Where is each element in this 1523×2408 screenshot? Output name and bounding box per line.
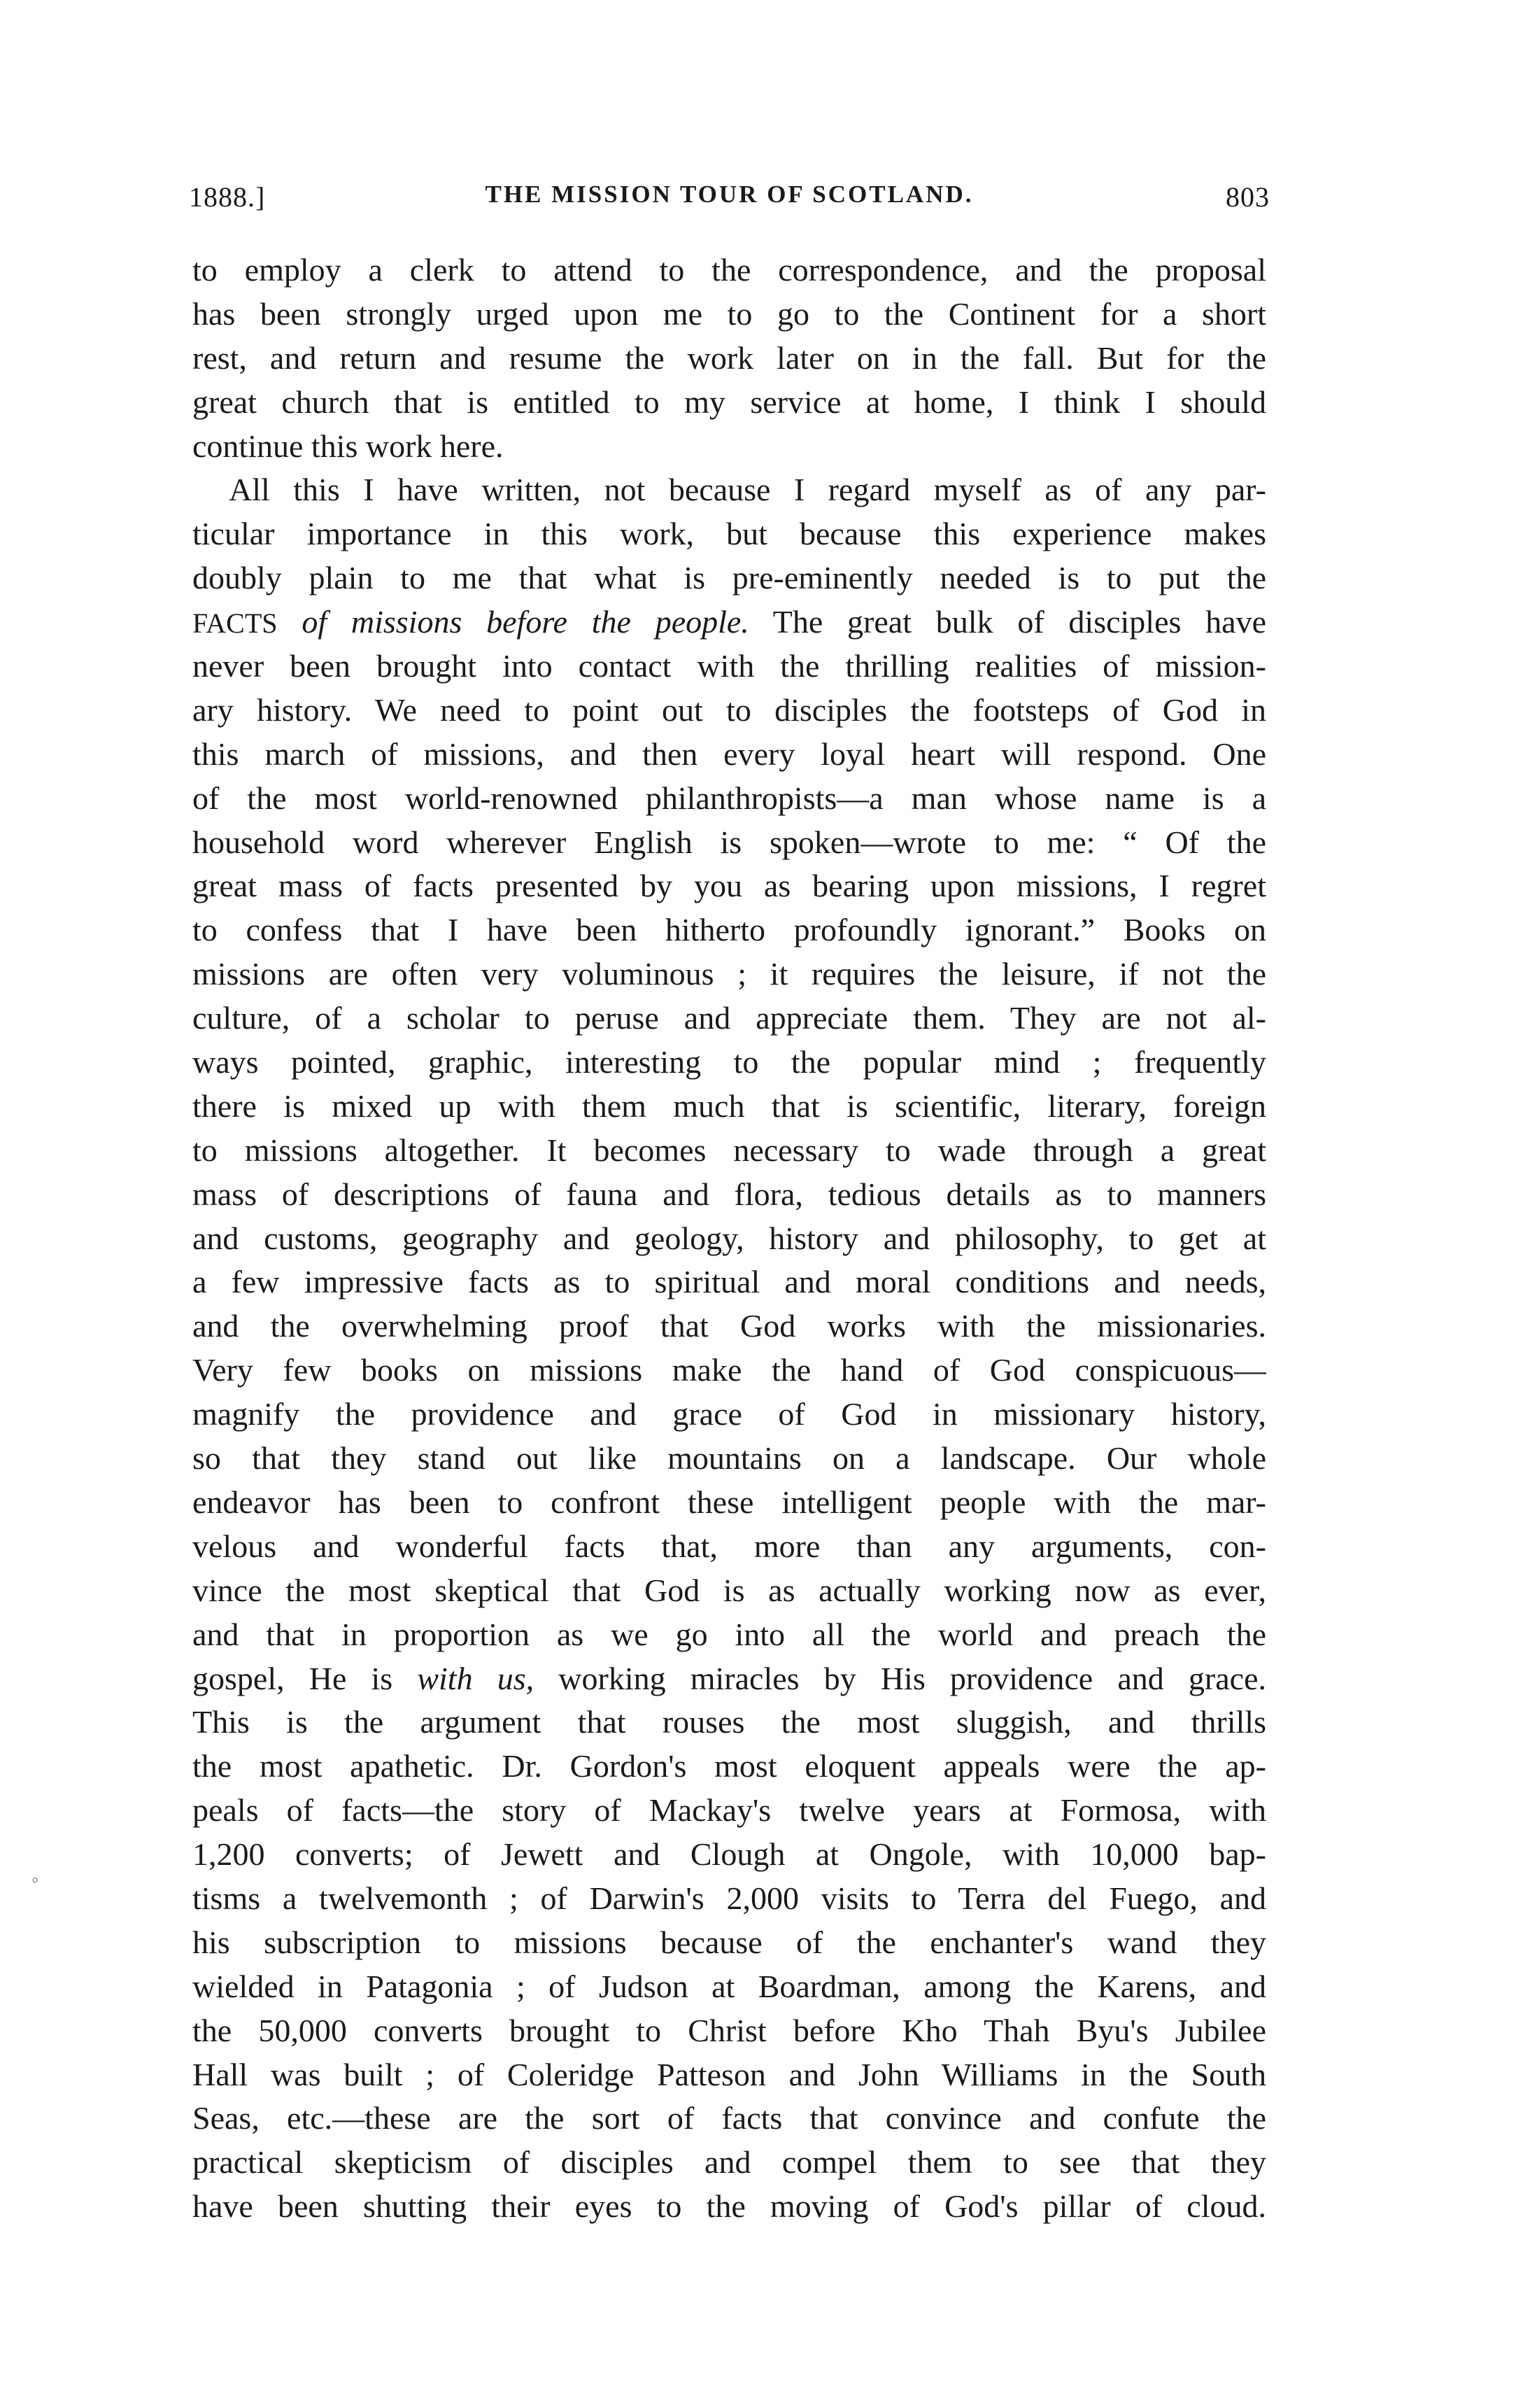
text-segment: of the most world-renowned philanthropists—a man whose name is a <box>192 780 1266 816</box>
text-segment: this march of missions, and then every loyal heart will respond. One <box>192 735 1266 772</box>
text-segment: and customs, geography and geology, history and philosophy, to get at <box>192 1220 1266 1256</box>
text-segment: culture, of a scholar to peruse and appreciate them. They are not al- <box>192 1000 1266 1036</box>
text-line <box>192 1701 1266 1745</box>
text-line <box>192 821 1266 865</box>
text-line <box>192 1481 1266 1525</box>
text-line <box>192 952 1266 997</box>
body-text <box>192 248 1266 2229</box>
text-line <box>192 2141 1266 2185</box>
text-line <box>192 512 1266 556</box>
text-segment: have been shutting their eyes to the moving of God's pillar of cloud. <box>192 2188 1266 2225</box>
text-line <box>192 468 1266 512</box>
text-segment: the most apathetic. Dr. Gordon's most eloquent appeals were the ap- <box>192 1748 1266 1784</box>
text-segment: peals of facts—the story of Mackay's twelve years at Formosa, with <box>192 1792 1266 1829</box>
text-line <box>192 1260 1266 1304</box>
text-line <box>192 1085 1266 1129</box>
text-line <box>192 777 1266 821</box>
text-segment: FACTS <box>192 607 278 640</box>
text-line <box>192 689 1266 733</box>
text-line <box>192 1657 1266 1701</box>
text-line <box>192 293 1266 337</box>
text-segment: and that in proportion as we go into all the world and preach the <box>192 1616 1266 1652</box>
text-segment: wielded in Patagonia ; of Judson at Boardman, among the Karens, and <box>192 1968 1266 2004</box>
text-segment: This is the argument that rouses the most sluggish, and thrills <box>192 1704 1266 1740</box>
text-line <box>192 864 1266 908</box>
text-line <box>192 1877 1266 1921</box>
text-line <box>192 2053 1266 2097</box>
text-segment: working miracles by His providence and grace. <box>534 1660 1266 1696</box>
text-segment: continue this work here. <box>192 428 504 464</box>
text-line <box>192 1304 1266 1349</box>
text-segment: All this I have written, not because I regard myself as of any par- <box>229 472 1266 508</box>
text-line <box>192 1173 1266 1217</box>
text-segment: with us, <box>417 1660 534 1696</box>
running-head-year: 1888.] <box>189 181 266 213</box>
text-line <box>192 1437 1266 1481</box>
text-line <box>192 1129 1266 1173</box>
text-segment: gospel, He is <box>192 1660 418 1696</box>
text-segment: great mass of facts presented by you as bearing upon missions, I regret <box>192 868 1266 904</box>
text-line <box>192 1965 1266 2009</box>
text-line <box>192 600 1266 645</box>
text-line <box>192 337 1266 381</box>
text-line <box>192 1833 1266 1877</box>
text-segment: Hall was built ; of Coleridge Patteson and John Williams in the South <box>192 2056 1266 2092</box>
text-line <box>192 2097 1266 2141</box>
text-segment: never been brought into contact with the thrilling realities of mission- <box>192 648 1266 684</box>
text-segment: ary history. We need to point out to disciples the footsteps of God in <box>192 691 1266 728</box>
text-line <box>192 733 1266 777</box>
text-segment: so that they stand out like mountains on a landscape. Our whole <box>192 1440 1266 1477</box>
text-line <box>192 1041 1266 1085</box>
text-segment: and the overwhelming proof that God works with the missionaries. <box>192 1308 1266 1344</box>
page-number: 803 <box>1226 181 1270 213</box>
text-segment: great church that is entitled to my service at home, I think I should <box>192 383 1266 420</box>
text-segment: tisms a twelvemonth ; of Darwin's 2,000 visits to Terra del Fuego, and <box>192 1880 1266 1916</box>
text-line <box>192 908 1266 952</box>
text-line <box>192 2009 1266 2053</box>
text-segment: practical skepticism of disciples and compel them to see that they <box>192 2144 1266 2181</box>
text-segment <box>278 604 302 640</box>
text-segment: household word wherever English is spoken—wrote to me: “ Of the <box>192 824 1266 860</box>
text-line <box>192 645 1266 689</box>
text-segment: ticular importance in this work, but because this experience makes <box>192 516 1266 552</box>
text-segment: Seas, etc.—these are the sort of facts that convince and confute the <box>192 2100 1266 2136</box>
text-line <box>192 556 1266 600</box>
text-line <box>192 1393 1266 1437</box>
text-segment: rest, and return and resume the work later on in the fall. But for the <box>192 339 1266 376</box>
text-line <box>192 1217 1266 1261</box>
running-head <box>189 181 1270 223</box>
text-line <box>192 248 1266 293</box>
text-line <box>192 1525 1266 1569</box>
text-segment: Very few books on missions make the hand of God conspicuous— <box>192 1352 1266 1388</box>
text-line <box>192 1349 1266 1393</box>
text-segment: magnify the providence and grace of God in missionary history, <box>192 1396 1266 1432</box>
text-segment: there is mixed up with them much that is scientific, literary, foreign <box>192 1087 1266 1124</box>
text-segment: 1,200 converts; of Jewett and Clough at Ongole, with 10,000 bap- <box>192 1836 1266 1873</box>
text-segment: velous and wonderful facts that, more than any arguments, con- <box>192 1528 1266 1564</box>
text-line <box>192 381 1266 425</box>
text-line <box>192 2185 1266 2229</box>
text-line <box>192 1569 1266 1613</box>
text-segment: to missions altogether. It becomes necessary to wade through a great <box>192 1132 1266 1168</box>
text-segment: mass of descriptions of fauna and flora, tedious details as to manners <box>192 1176 1266 1212</box>
text-segment: The great bulk of disciples have <box>749 604 1266 640</box>
text-line <box>192 1613 1266 1657</box>
text-segment: the 50,000 converts brought to Christ before Kho Thah Byu's Jubilee <box>192 2012 1266 2048</box>
text-segment: to confess that I have been hitherto profoundly ignorant.” Books on <box>192 912 1266 948</box>
text-line <box>192 1745 1266 1789</box>
margin-mark: ◦ <box>31 1868 39 1892</box>
text-segment: his subscription to missions because of the enchanter's wand they <box>192 1924 1266 1960</box>
text-segment: missions are often very voluminous ; it requires the leisure, if not the <box>192 956 1266 992</box>
text-line <box>192 997 1266 1041</box>
text-segment: has been strongly urged upon me to go to the Continent for a short <box>192 295 1266 332</box>
text-line <box>192 425 1266 469</box>
text-segment: vince the most skeptical that God is as actually working now as ever, <box>192 1572 1266 1608</box>
text-segment: endeavor has been to confront these intelligent people with the mar- <box>192 1484 1266 1520</box>
text-segment: doubly plain to me that what is pre-eminently needed is to put the <box>192 560 1266 596</box>
text-segment: of missions before the people. <box>302 604 749 640</box>
text-line <box>192 1921 1266 1965</box>
text-segment: to employ a clerk to attend to the correspondence, and the proposal <box>192 252 1266 288</box>
text-segment: a few impressive facts as to spiritual and moral conditions and needs, <box>192 1264 1266 1300</box>
text-segment: ways pointed, graphic, interesting to the popular mind ; frequently <box>192 1044 1266 1080</box>
running-head-title: THE MISSION TOUR OF SCOTLAND. <box>485 181 974 208</box>
text-line <box>192 1789 1266 1833</box>
